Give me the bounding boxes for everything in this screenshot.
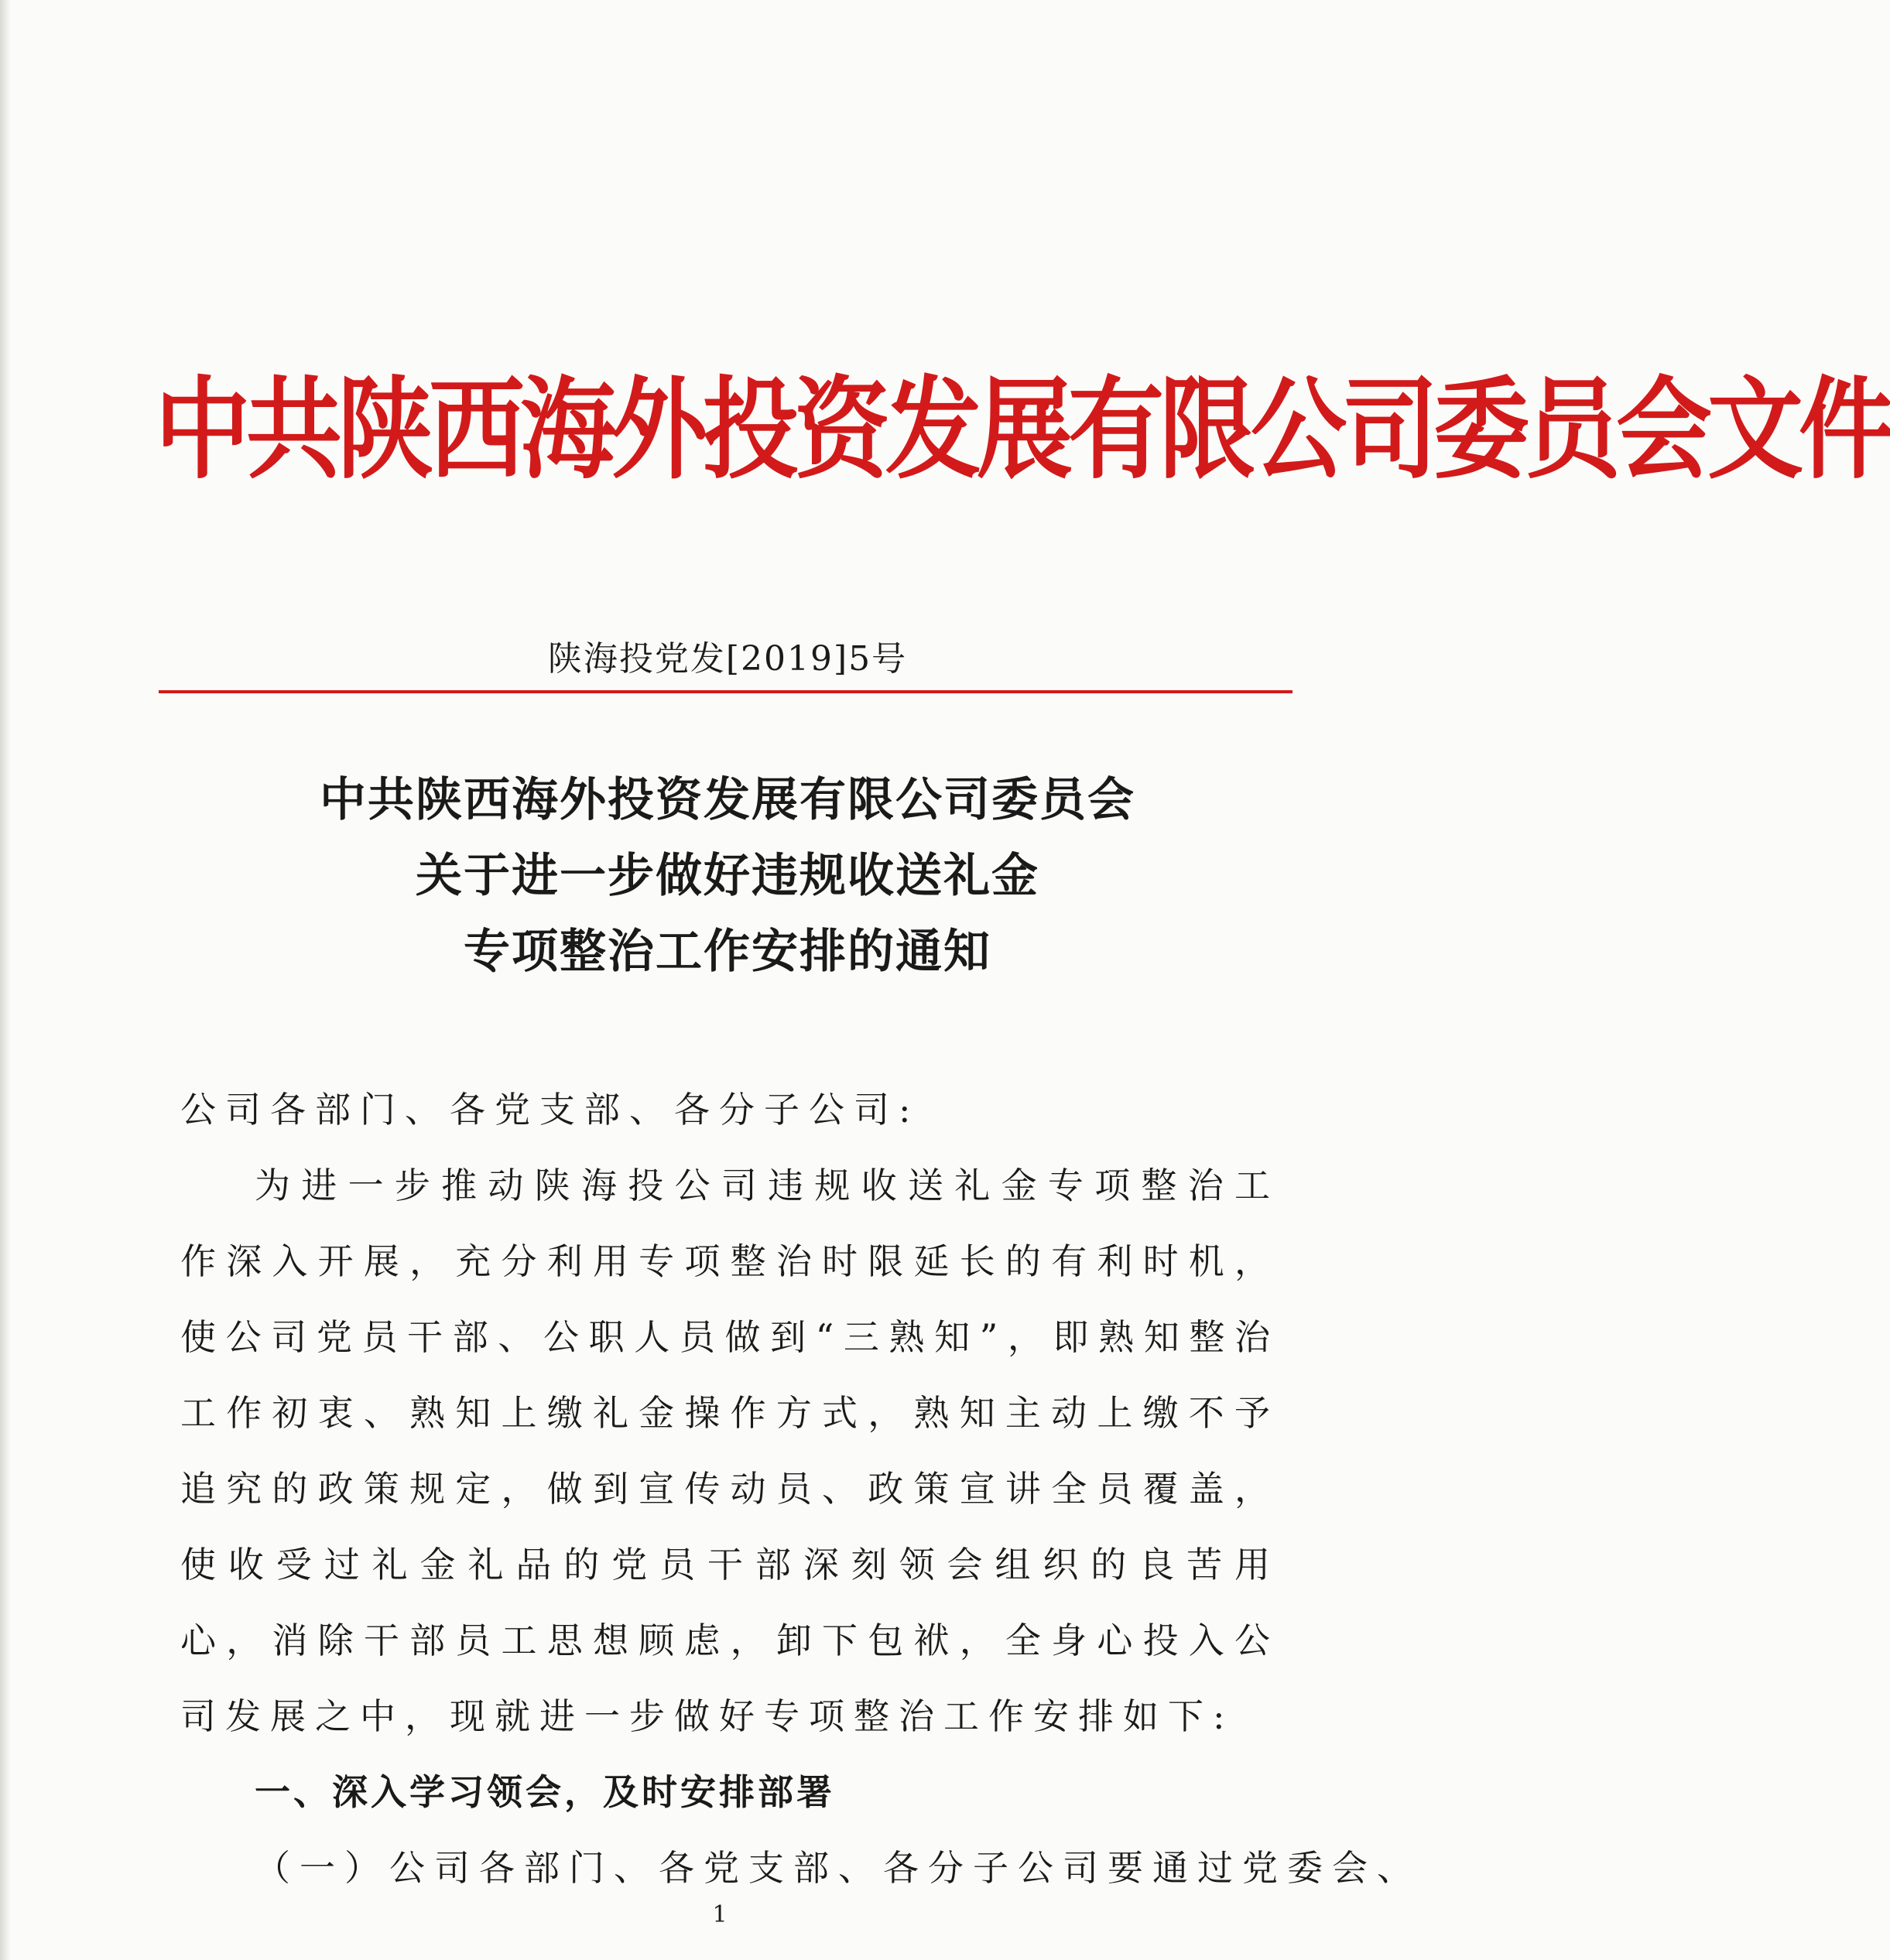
red-divider-line (159, 690, 1293, 693)
paragraph-intro: 为进一步推动陕海投公司违规收送礼金专项整治工作深入开展，充分利用专项整治时限延长的有利时机，使公司党员干部、公职人员做到“三熟知”，即熟知整治工作初衷、熟知上缴礼金操作方式，熟知主动上缴不予追究的政策规定，做到宣传动员、政策宣讲全员覆盖，使收受过礼金礼品的党员干部深刻领会组织的良苦用心，消除干部员工思想顾虑，卸下包袱，全身心投入公司发展之中，现就进一步做好专项整治工作安排如下: (180, 1165, 1279, 1737)
page-edge-shadow (0, 0, 11, 1960)
title-line-3: 专项整治工作安排的通知 (464, 925, 991, 979)
section-heading-1: 一、深入学习领会，及时安排部署 (255, 1771, 835, 1813)
title-line-1: 中共陕西海外投资发展有限公司委员会 (320, 773, 1135, 827)
page-number: 1 (712, 1901, 728, 1928)
sub-item-1: （一）公司各部门、各党支部、各分子公司要通过党委会、 (255, 1847, 1422, 1889)
salutation: 公司各部门、各党支部、各分子公司: (180, 1089, 920, 1131)
document-number: 陕海投党发[2019]5号 (547, 639, 908, 679)
title-line-2: 关于进一步做好违规收送礼金 (416, 849, 1039, 903)
issuer-banner: 中共陕西海外投资发展有限公司委员会文件 (155, 366, 1890, 495)
notice-title (155, 762, 1300, 990)
document-body (180, 1072, 1422, 1906)
